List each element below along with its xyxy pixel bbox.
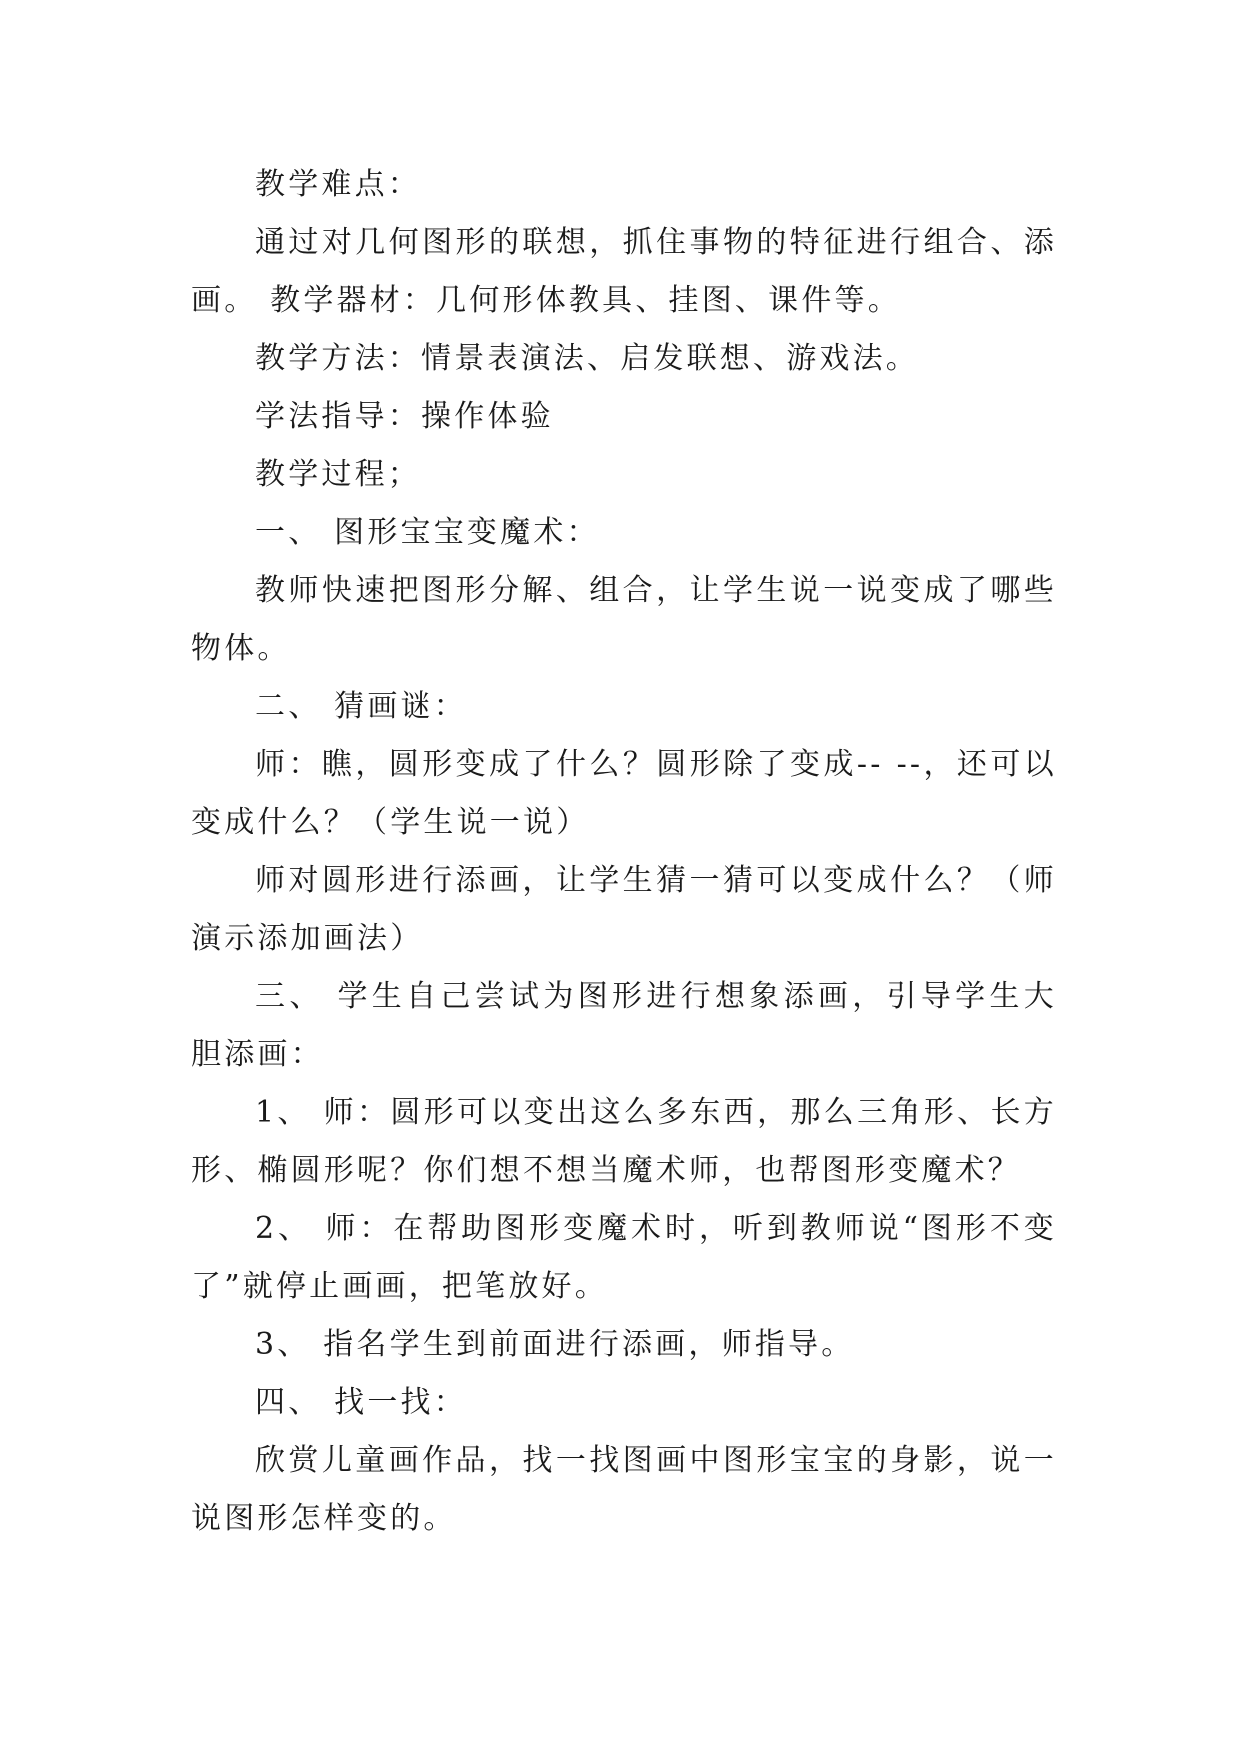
list-item-3: 3、 指名学生到前面进行添画，师指导。 xyxy=(255,1327,855,1362)
paragraph-teaching-difficulty-heading: 教学难点： xyxy=(255,167,421,202)
paragraph-teaching-methods: 教学方法：情景表演法、启发联想、游戏法。 xyxy=(255,341,919,376)
section-heading-1: 一、 图形宝宝变魔术： xyxy=(255,515,600,550)
paragraph-section-4-body: 欣赏儿童画作品，找一找图画中图形宝宝的身影，说一说图形怎样变的。 xyxy=(191,1443,1057,1536)
paragraph-teaching-difficulty-and-equipment: 通过对几何图形的联想，抓住事物的特征进行组合、添画。 教学器材：几何形体教具、挂图、课件等。 xyxy=(191,225,1057,318)
section-heading-4: 四、 找一找： xyxy=(255,1385,467,1420)
list-item-1: 1、 师：圆形可以变出这么多东西，那么三角形、长方形、椭圆形呢？你们想不想当魔术师，也帮图形变魔术？ xyxy=(191,1095,1057,1188)
section-heading-3: 三、 学生自己尝试为图形进行想象添画，引导学生大胆添画： xyxy=(191,979,1057,1072)
list-item-2: 2、 师：在帮助图形变魔术时，听到教师说“图形不变了”就停止画画，把笔放好。 xyxy=(191,1211,1057,1304)
paragraph-section-2-body-2: 师对圆形进行添画，让学生猜一猜可以变成什么？（师演示添加画法） xyxy=(191,863,1057,956)
section-heading-2: 二、 猜画谜： xyxy=(255,689,467,724)
paragraph-section-2-body-1: 师：瞧，圆形变成了什么？圆形除了变成-- --，还可以变成什么？（学生说一说） xyxy=(191,747,1057,840)
document-body xyxy=(191,156,1057,1548)
paragraph-teaching-process-heading: 教学过程； xyxy=(255,457,421,492)
paragraph-study-guidance: 学法指导：操作体验 xyxy=(255,399,554,434)
paragraph-section-1-body: 教师快速把图形分解、组合，让学生说一说变成了哪些物体。 xyxy=(191,573,1057,666)
